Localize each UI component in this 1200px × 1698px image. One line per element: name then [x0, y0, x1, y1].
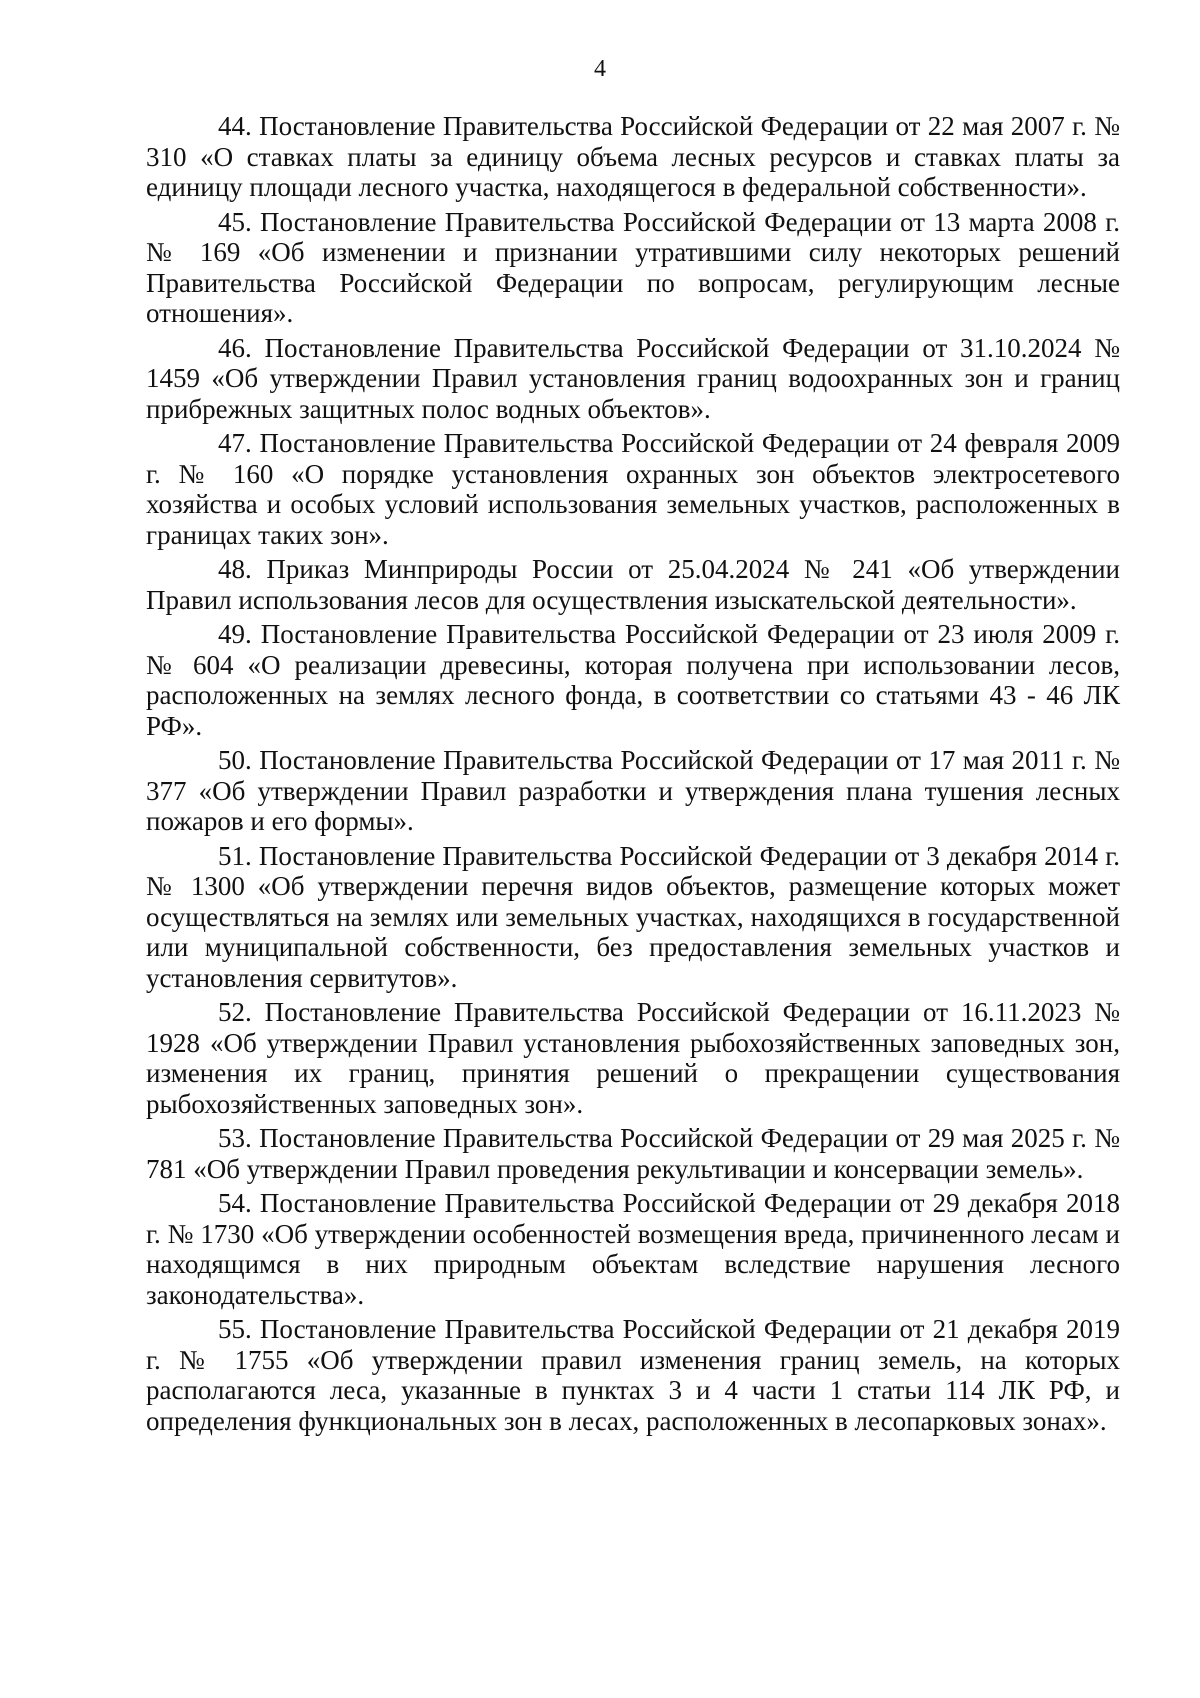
page-number: 4 — [594, 56, 606, 82]
list-item-50: 50. Постановление Правительства Российской Федерации от 17 мая 2011 г. № 377 «Об утверждении Правил разработки и утверждения плана тушения лесных пожаров и его формы». — [146, 745, 1120, 836]
list-item-44: 44. Постановление Правительства Российской Федерации от 22 мая 2007 г. № 310 «О ставках платы за единицу объема лесных ресурсов и ставках платы за единицу площади лесного участка, находящегося в федеральной собственности». — [146, 111, 1120, 202]
list-item-55: 55. Постановление Правительства Российской Федерации от 21 декабря 2019 г. № 1755 «Об утверждении правил изменения границ земель, на которых располагаются леса, указанные в пунктах 3 и 4 части 1 статьи 114 ЛК РФ, и определения функциональных зон в лесах, расположенных в лесопарковых зонах». — [146, 1314, 1120, 1436]
list-item-54: 54. Постановление Правительства Российской Федерации от 29 декабря 2018 г. № 1730 «Об утверждении особенностей возмещения вреда, причиненного лесам и находящимся в них природным объектам вследствие нарушения лесного законодательства». — [146, 1188, 1120, 1310]
list-item-51: 51. Постановление Правительства Российской Федерации от 3 декабря 2014 г. № 1300 «Об утверждении перечня видов объектов, размещение которых может осуществляться на землях или земельных участках, находящихся в государственной или муниципальной собственности, без предоставления земельных участков и установления сервитутов». — [146, 840, 1120, 993]
list-item-45: 45. Постановление Правительства Российской Федерации от 13 марта 2008 г. № 169 «Об изменении и признании утратившими силу некоторых решений Правительства Российской Федерации по вопросам, регулирующим лесные отношения». — [146, 206, 1120, 328]
list-item-46: 46. Постановление Правительства Российской Федерации от 31.10.2024 № 1459 «Об утверждении Правил установления границ водоохранных зон и границ прибрежных защитных полос водных объектов». — [146, 332, 1120, 424]
list-item-47: 47. Постановление Правительства Российской Федерации от 24 февраля 2009 г. № 160 «О порядке установления охранных зон объектов электросетевого хозяйства и особых условий использования земельных участков, расположенных в границах таких зон». — [146, 428, 1120, 550]
list-item-52: 52. Постановление Правительства Российской Федерации от 16.11.2023 № 1928 «Об утверждении Правил установления рыбохозяйственных заповедных зон, изменения их границ, принятия решений о прекращении существования рыбохозяйственных заповедных зон». — [146, 997, 1120, 1119]
list-item-48: 48. Приказ Минприроды России от 25.04.2024 № 241 «Об утверждении Правил использования лесов для осуществления изыскательской деятельности». — [146, 554, 1120, 615]
regulation-list — [146, 111, 1120, 1440]
list-item-53: 53. Постановление Правительства Российской Федерации от 29 мая 2025 г. № 781 «Об утверждении Правил проведения рекультивации и консервации земель». — [146, 1123, 1120, 1184]
list-item-49: 49. Постановление Правительства Российской Федерации от 23 июля 2009 г. № 604 «О реализации древесины, которая получена при использовании лесов, расположенных на землях лесного фонда, в соответствии со статьями 43 - 46 ЛК РФ». — [146, 619, 1120, 741]
